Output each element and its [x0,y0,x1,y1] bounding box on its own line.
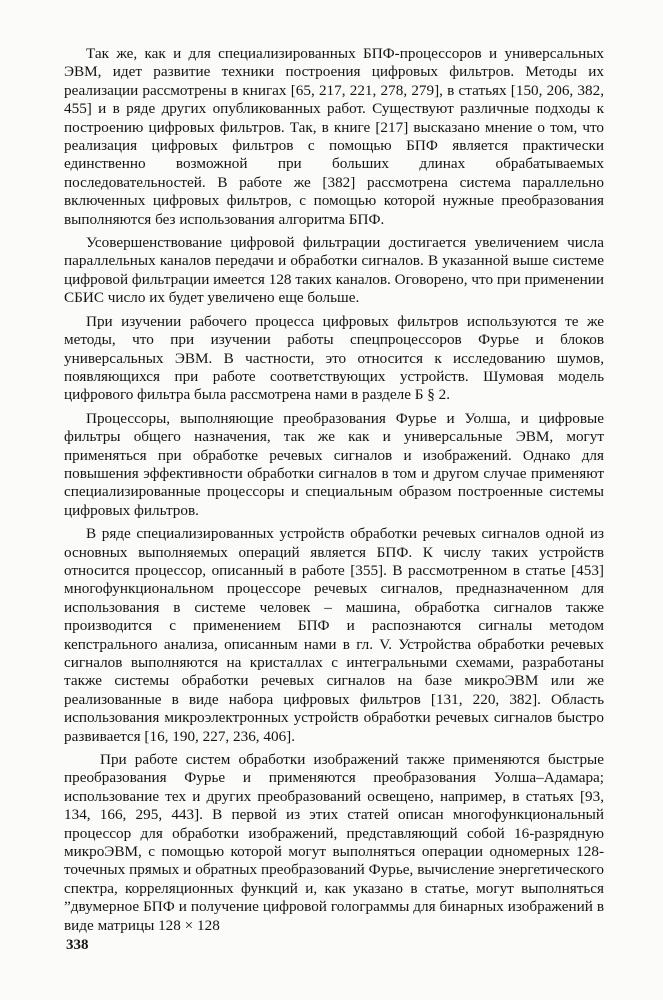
paragraph-image-processing: При работе систем обработки изображений также применяются быстрые преобразования Фурье и применяются преобразования Уолша–Адамара; использование тех и других преобразований освещено, например, в статьях [93, 134, 166, 295, 443]. В первой из этих статей описан многофункциональный процессор для обработки изображений, представляющий собой 16-разрядную микроЭВМ, с помощью которой могут выполняться операции одномерных 128-точечных прямых и обратных преобразований Фурье, вычисление энергетического спектра, корреляционных функций и, как указано в статье, могут выполняться ”двумерное БПФ и получение цифровой голограммы для бинарных изображений в виде матрицы 128 × 128 [64,751,604,934]
page-number: 338 [66,937,89,953]
paragraph-processors-fourier-walsh: Процессоры, выполняющие преобразования Фурье и Уолша, и цифровые фильтры общего назначения, так же как и универсальные ЭВМ, могут применяться при обработке речевых сигналов и изображений. Однако для повышения эффективности обработки сигналов в том и другом случае применяют специализированные процессоры и специальным образом построенные системы цифровых фильтров. [64,409,604,519]
paragraph-speech-processing: В ряде специализированных устройств обработки речевых сигналов одной из основных выполняемых операций является БПФ. К числу таких устройств относится процессор, описанный в работе [355]. В рассмотренном в статье [453] многофункциональном процессоре речевых сигналов, предназначенном для использования в системе человек – машина, обработка сигналов также производится с применением БПФ и распознаются сигналы методом кепстрального анализа, описанным нами в гл. V. Устройства обработки речевых сигналов выполняются на кристаллах с интегральными схемами, разработаны также системы обработки речевых сигналов на базе микроЭВМ или же реализованные в виде набора цифровых фильтров [131, 220, 382]. Область использования микроэлектронных устройств обработки речевых сигналов быстро развивается [16, 190, 227, 236, 406]. [64,525,604,745]
paragraph-parallel-channels: Усовершенствование цифровой фильтрации достигается увеличением числа параллельных каналов передачи и обработки сигналов. В указанной выше системе цифровой фильтрации имеется 128 таких каналов. Оговорено, что при применении СБИС число их будет увеличено еще больше. [64,234,604,307]
body-text [64,45,604,940]
paragraph-digital-filters-intro: Так же, как и для специализированных БПФ-процессоров и универсальных ЭВМ, идет развитие техники построения цифровых фильтров. Методы их реализации рассмотрены в книгах [65, 217, 221, 278, 279], в статьях [150, 206, 382, 455] и в ряде других опубликованных работ. Существуют различные подходы к построению цифровых фильтров. Так, в книге [217] высказано мнение о том, что реализация цифровых фильтров с помощью БПФ является практически единственно возможной при больших длинах обрабатываемых последовательностей. В работе же [382] рассмотрена система параллельно включенных цифровых фильтров, с помощью которой нужные преобразования выполняются без использования алгоритма БПФ. [64,45,604,228]
paragraph-filter-noise: При изучении рабочего процесса цифровых фильтров используются те же методы, что при изучении работы спецпроцессоров Фурье и блоков универсальных ЭВМ. В частности, это относится к исследованию шумов, появляющихся при работе соответствующих устройств. Шумовая модель цифрового фильтра была рассмотрена нами в разделе Б § 2. [64,312,604,404]
